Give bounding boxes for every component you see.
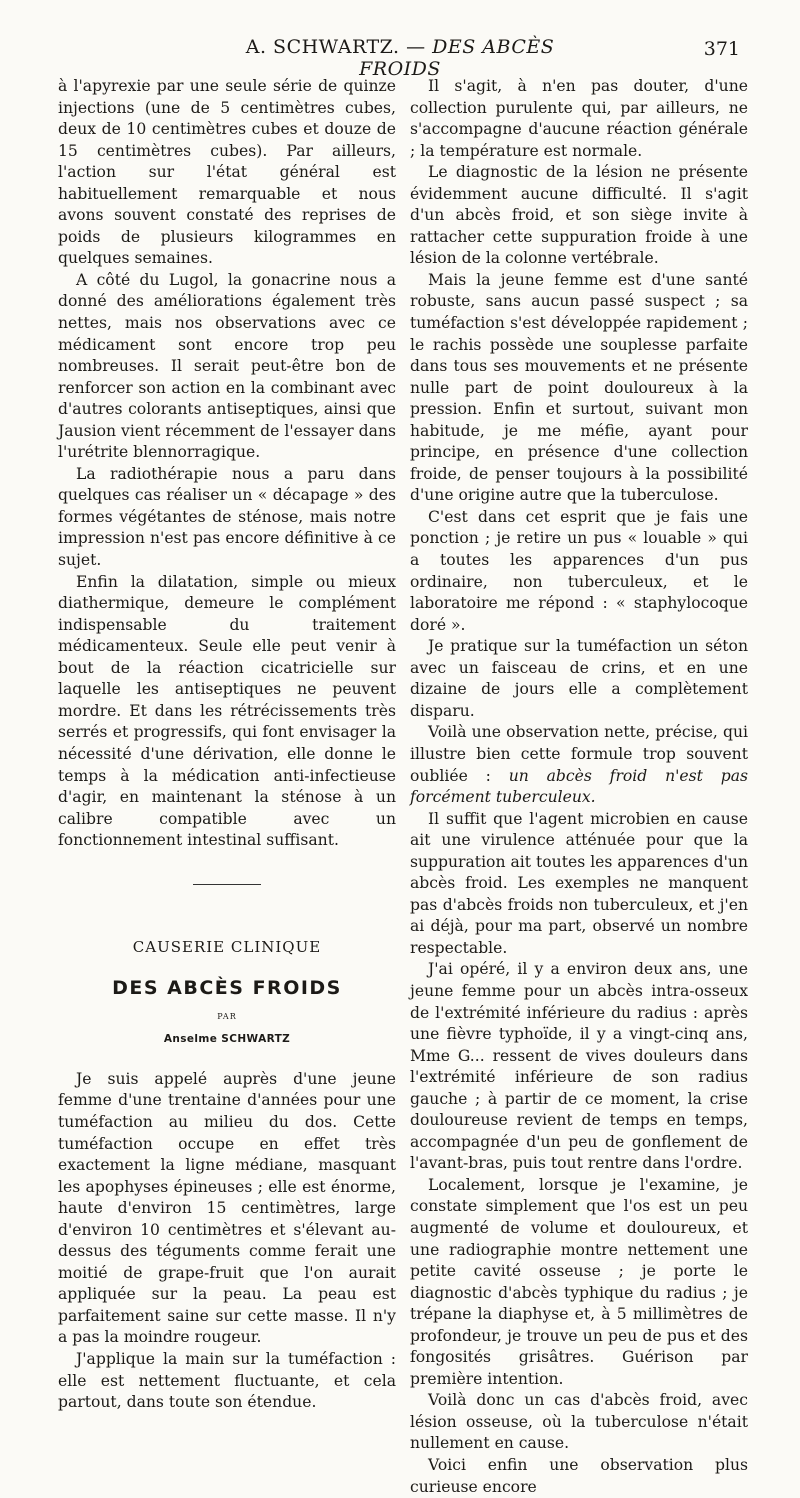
paragraph: à l'apyrexie par une seule série de quinze injections (une de 5 centimètres cubes, deux de 10 centimètres cubes et douze de 15 centimètres cubes). Par ailleurs, l'action sur l'état général est habituellement remarquable et nous avons souvent constaté des reprises de poids de plusieurs kilogrammes en quelques semaines. [58, 77, 396, 268]
running-head [210, 36, 590, 80]
paragraph: Voilà donc un cas d'abcès froid, avec lésion osseuse, où la tuberculose n'était nullement en cause. [410, 1391, 748, 1453]
byline-par: PAR [217, 1011, 237, 1021]
left-column [58, 76, 396, 1414]
paragraph: Enfin la dilatation, simple ou mieux diathermique, demeure le complément indispensable du traitement médicamenteux. Seule elle peut venir à bout de la réaction cicatricielle sur laquelle les antiseptiques ne peuvent mordre. Et dans les rétrécissements très serrés et progressifs, qui font envisager la nécessité d'une dérivation, elle donne le temps à la médication anti-infectieuse d'agir, en maintenant la sténose à un calibre compatible avec un fonctionnement intestinal suffisant. [58, 572, 396, 850]
paragraph: Il suffit que l'agent microbien en cause ait une virulence atténuée pour que la suppuration ait toutes les apparences d'un abcès froid. Les exemples ne manquent pas d'abcès froids non tuberculeux, et j'en ai déjà, pour ma part, observé un nombre respectable. [410, 809, 748, 957]
observation-quote: un abcès froid n'est pas forcément tuberculeux. [410, 766, 748, 807]
paragraph: Je suis appelé auprès d'une jeune femme d'une trentaine d'années pour une tuméfaction au milieu du dos. Cette tuméfaction occupe en effet très exactement la ligne médiane, masquant les apophyses épineuses ; elle est énorme, haute d'environ 15 centimètres, large d'environ 10 centimètres et s'élevant au-dessus des téguments comme ferait une moitié de grape-fruit que l'on aurait appliquée sur la peau. La peau est parfaitement saine sur cette masse. Il n'y a pas la moindre rougeur. [58, 1069, 396, 1347]
paragraph: Voici enfin une observation plus curieuse encore [410, 1456, 748, 1496]
running-head-author: A. SCHWARTZ. [245, 36, 400, 58]
paragraph: Il s'agit, à n'en pas douter, d'une collection purulente qui, par ailleurs, ne s'accompagne d'aucune réaction générale ; la température est normale. [410, 77, 748, 160]
paragraph: Localement, lorsque je l'examine, je constate simplement que l'os est un peu augmenté de volume et douloureux, et une radiographie montre nettement une petite cavité osseuse ; je porte le diagnostic d'abcès typhique du radius ; je trépane la diaphyse et, à 5 millimètres de profondeur, je trouve un peu de pus et des fongosités grisâtres. Guérison par première intention. [410, 1175, 748, 1388]
paragraph: La radiothérapie nous a paru dans quelques cas réaliser un « décapage » des formes végétantes de sténose, mais notre impression n'est pas encore définitive à ce sujet. [58, 464, 396, 570]
paragraph: Je pratique sur la tuméfaction un séton avec un faisceau de crins, et en une dizaine de jours elle a complètement disparu. [410, 637, 748, 720]
observation-paragraph [410, 722, 748, 808]
paragraph: C'est dans cet esprit que je fais une ponction ; je retire un pus « louable » qui a toutes les apparences d'un pus ordinaire, non tuberculeux, et le laboratoire me répond : « staphylocoque doré ». [410, 507, 748, 634]
section-divider [193, 884, 261, 885]
paragraph: Mais la jeune femme est d'une santé robuste, sans aucun passé suspect ; sa tuméfaction s'est développée rapidement ; le rachis possède une souplesse parfaite dans tous ses mouvements et ne présente nulle part de point douloureux à la pression. Enfin et surtout, suivant mon habitude, je me méfie, ayant pour principe, en présence d'une collection froide, de penser toujours à la possibilité d'une origine autre que la tuberculose. [410, 270, 748, 505]
article-author: Anselme SCHWARTZ [163, 1033, 291, 1046]
paragraph: A côté du Lugol, la gonacrine nous a donné des améliorations également très nettes, mais nos observations avec ce médicament sont encore trop peu nombreuses. Il serait peut-être bon de renforcer son action en la combinant avec d'autres colorants antiseptiques, ainsi que Jausion vient récemment de l'essayer dans l'urétrite blennorragique. [58, 270, 396, 462]
paragraph: J'ai opéré, il y a environ deux ans, une jeune femme pour un abcès intra-osseux de l'extrémité inférieure du radius : après une fièvre typhoïde, il y a vingt-cinq ans, Mme G... ressent de vives douleurs dans l'extrémité inférieure de son radius gauche ; à partir de ce moment, la crise douloureuse revient de temps en temps, accompagnée d'un peu de gonflement de l'avant-bras, puis tout rentre dans l'ordre. [410, 960, 748, 1173]
running-head-separator: — [406, 36, 426, 58]
article-title: DES ABCÈS FROIDS [112, 977, 342, 1000]
section-label: CAUSERIE CLINIQUE [132, 937, 322, 956]
paragraph: J'applique la main sur la tuméfaction : elle est nettement fluctuante, et cela partout, dans toute son étendue. [58, 1349, 396, 1412]
right-column [410, 76, 748, 1498]
running-head-title: DES ABCÈS FROIDS [359, 36, 555, 80]
page-number: 371 [703, 38, 740, 60]
paragraph: Le diagnostic de la lésion ne présente évidemment aucune difficulté. Il s'agit d'un abcès froid, et son siège invite à rattacher cette suppuration froide à une lésion de la colonne vertébrale. [410, 163, 748, 268]
observation-lead: Voilà une observation nette, précise, qui illustre bien cette formule trop souvent oubliée : [410, 723, 748, 785]
